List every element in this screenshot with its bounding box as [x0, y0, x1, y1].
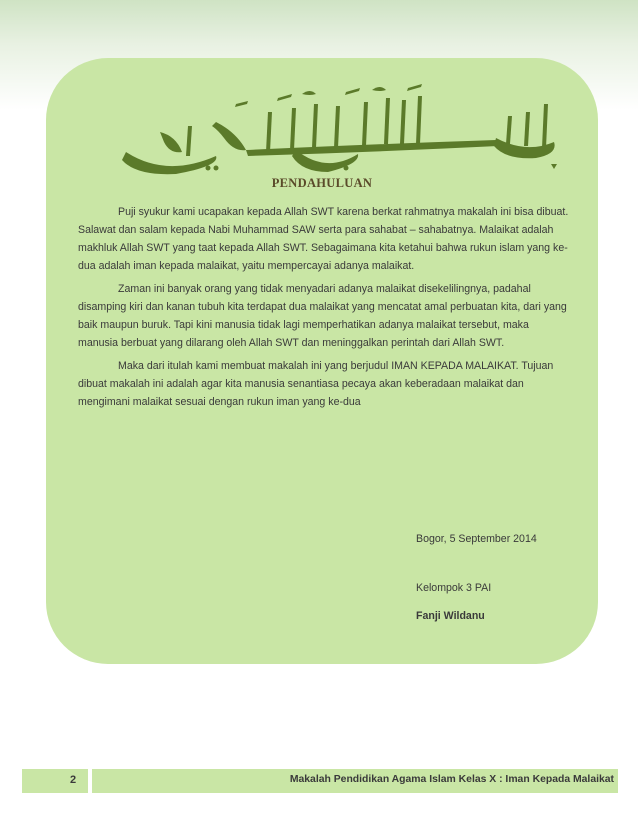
introduction-body: [78, 203, 570, 416]
signature-place-date: Bogor, 5 September 2014: [416, 533, 537, 545]
paragraph-3: Maka dari itulah kami membuat makalah ini yang berjudul IMAN KEPADA MALAIKAT. Tujuan dibuat makalah ini adalah agar kita manusia senantiasa pecaya akan keberadaan malaikat dan mengimani malaikat sesuai dengan rukun iman yang ke-dua: [78, 360, 554, 408]
bismillah-calligraphy: [96, 82, 566, 182]
signature-author: Fanji Wildanu: [416, 610, 485, 622]
signature-group: Kelompok 3 PAI: [416, 582, 492, 594]
paragraph-2: Zaman ini banyak orang yang tidak menyadari adanya malaikat disekelilingnya, padahal disamping kiri dan kanan tubuh kita terdapat dua malaikat yang mencatat amal perbuatan kita, dari yang baik maupun buruk. Tapi kini manusia tidak lagi memperhatikan adanya malaikat tersebut, maka manusia berbuat yang dilarang oleh Allah SWT dan meninggalkan perintah dari Allah SWT.: [78, 283, 567, 349]
page-number: 2: [70, 774, 77, 786]
footer-title: Makalah Pendidikan Agama Islam Kelas X : Iman Kepada Malaikat: [289, 774, 614, 785]
content-panel: [46, 58, 598, 664]
page-heading: PENDAHULUAN: [271, 176, 373, 190]
footer-page-box: [22, 769, 88, 793]
paragraph-1: Puji syukur kami ucapakan kepada Allah SWT karena berkat rahmatnya makalah ini bisa dibuat. Salawat dan salam kepada Nabi Muhammad SAW serta para sahabat – sahabatnya. Malaikat adalah makhluk Allah SWT yang taat kepada Allah SWT. Sebagaimana kita ketahui bahwa rukun islam yang ke-dua adalah iman kepada malaikat, yaitu mempercayai adanya malaikat.: [78, 206, 569, 272]
